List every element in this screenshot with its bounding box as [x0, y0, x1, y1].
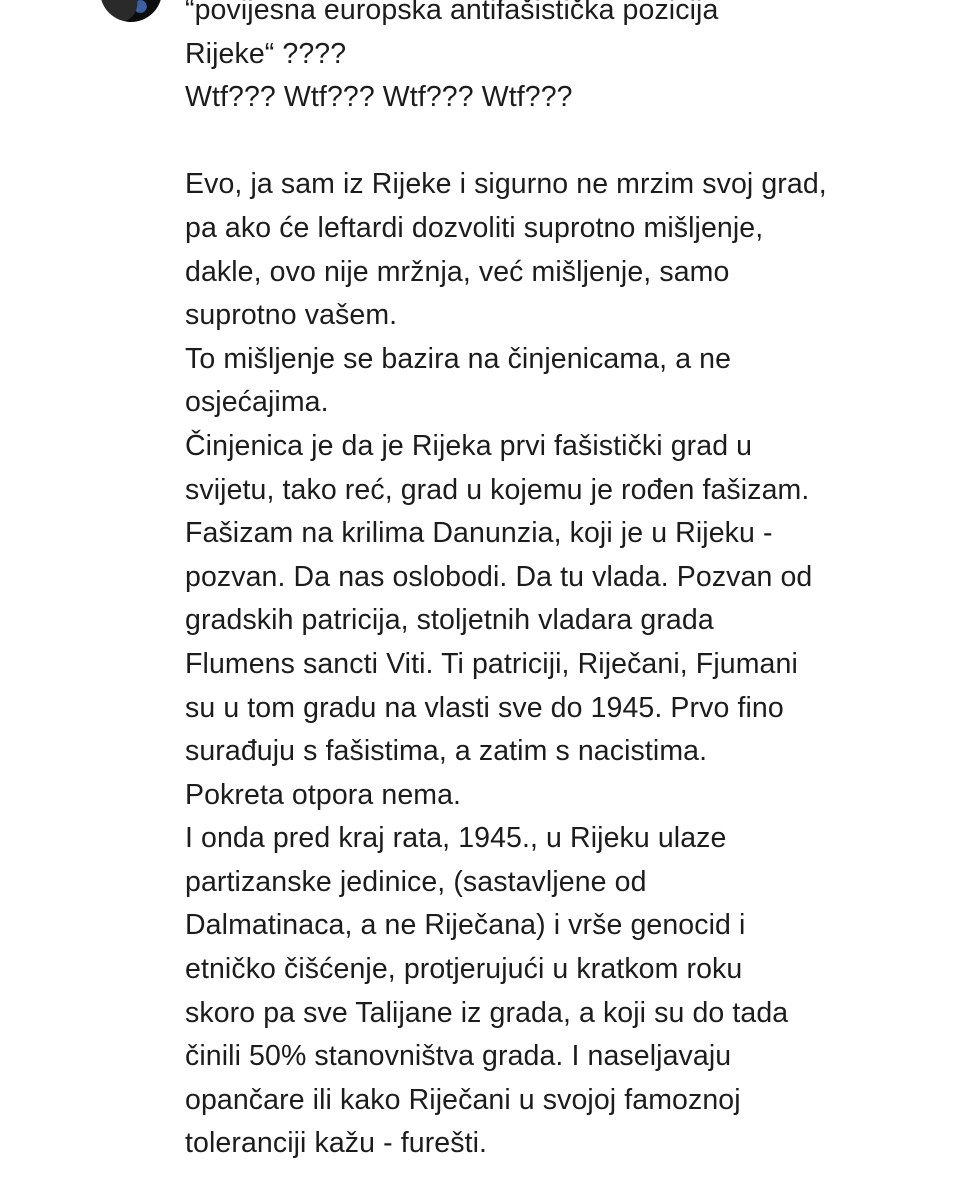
comment-blank-line [185, 120, 945, 164]
comment-line: suprotno vašem. [185, 299, 398, 332]
comment-line: opančare ili kako Riječani u svojoj famoznoj [185, 1083, 741, 1116]
comment-line: Pokreta otpora nema. [185, 778, 462, 811]
comment-line: pa ako će leftardi dozvoliti suprotno mišljenje, [185, 211, 764, 244]
comment-line: su u tom gradu na vlasti sve do 1945. Prvo fino [185, 691, 784, 724]
comment-line: dakle, ovo nije mržnja, već mišljenje, samo [185, 255, 730, 288]
comment-line: toleranciji kažu - furešti. [185, 1127, 488, 1160]
comment-body [185, 0, 945, 1166]
comment-line: osjećajima. [185, 386, 329, 419]
comment-line: Rijeke“ ???? [185, 37, 347, 70]
comment-line: pozvan. Da nas oslobodi. Da tu vlada. Pozvan od [185, 560, 813, 593]
comment-line: Činjenica je da je Rijeka prvi fašistički grad u [185, 429, 753, 462]
comment-line: gradskih patricija, stoljetnih vladara grada [185, 604, 714, 637]
user-avatar[interactable] [100, 0, 162, 22]
comment-line: I onda pred kraj rata, 1945., u Rijeku ulaze [185, 822, 727, 855]
comment-line: partizanske jedinice, (sastavljene od [185, 865, 647, 898]
comment-line: Fašizam na krilima Danunzia, koji je u Rijeku - [185, 517, 773, 550]
comment-line: Dalmatinaca, a ne Riječana) i vrše genocid i [185, 909, 746, 942]
comment-line: činili 50% stanovništva grada. I naseljavaju [185, 1040, 732, 1073]
comment-line: Wtf??? Wtf??? Wtf??? Wtf??? [185, 81, 573, 114]
comment-line: svijetu, tako reć, grad u kojemu je rođen fašizam. [185, 473, 810, 506]
comment-line: To mišljenje se bazira na činjenicama, a ne [185, 342, 732, 375]
comment-line: “povijesna europska antifašistička pozicija [185, 0, 719, 26]
comment-line: Evo, ja sam iz Rijeke i sigurno ne mrzim svoj grad, [185, 168, 827, 201]
comment-line: Flumens sancti Viti. Ti patriciji, Riječani, Fjumani [185, 647, 798, 680]
comment-line: skoro pa sve Talijane iz grada, a koji su do tada [185, 996, 789, 1029]
comment-line: etničko čišćenje, protjerujući u kratkom roku [185, 953, 743, 986]
comment-line: surađuju s fašistima, a zatim s nacistima. [185, 735, 708, 768]
